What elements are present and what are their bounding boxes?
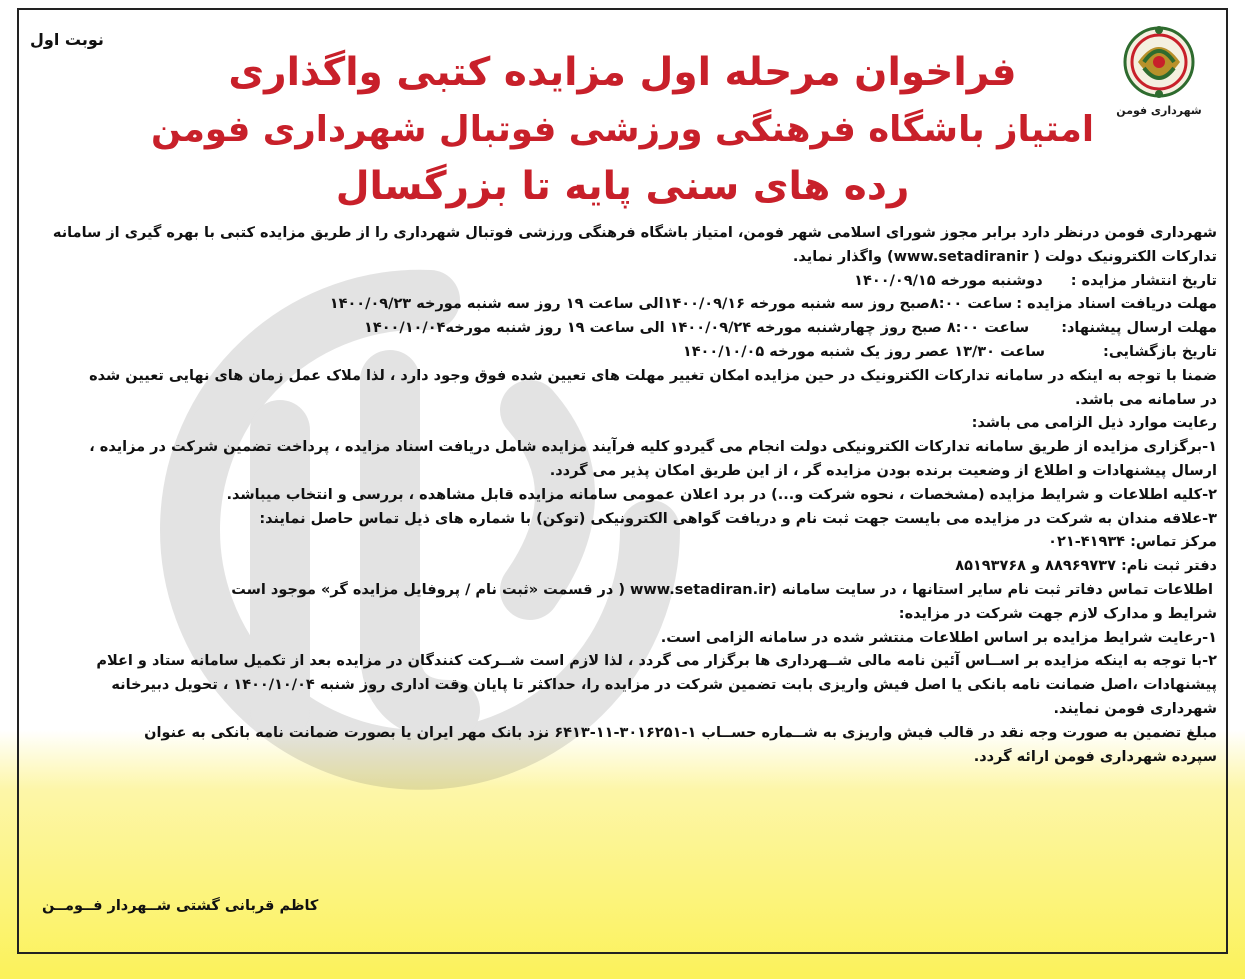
rule-1-line-1: ۱-برگزاری مزایده از طریق سامانه تدارکات الکترونیکی دولت انجام می گیردو کلیه فرآیند مزایده شامل دریافت اسناد مزایده ، پرداخت تضمین شرکت در مزایده ، (89, 439, 1217, 456)
opening-date-label: تاریخ بازگشایی: (1103, 343, 1217, 360)
publish-date-label: تاریخ انتشار مزایده : (1070, 272, 1217, 289)
municipality-emblem-icon (1120, 22, 1198, 104)
rule-3: ۳-علاقه مندان به شرکت در مزایده می بایست جهت ثبت نام و دریافت گواهی الکترونیکی (توکن) با شماره های ذیل تماس حاصل نمایند: (259, 510, 1217, 527)
ad-body (28, 222, 1217, 769)
intro-line-1: شهرداری فومن درنظر دارد برابر مجوز شورای اسلامی شهر فومن، امتیاز باشگاه فرهنگی ورزشی فوتبال شهرداری را از طریق مزایده کتبی با بهره گیری از سامانه (52, 225, 1217, 241)
title-line-1: فراخوان مرحله اول مزایده کتبی واگذاری (228, 50, 1017, 95)
rule-2: ۲-کلیه اطلاعات و شرایط مزایده (مشخصات ، نحوه شرکت و...) در برد اعلان عمومی سامانه مزایده قابل مشاهده ، بررسی و انتخاب میباشد. (226, 486, 1217, 503)
provinces-info: اطلاعات تماس دفاتر ثبت نام سایر استانها ، در سایت سامانه (www.setadiran.ir ( در قسمت «ثبت نام / پروفایل مزایده گر» موجود است (231, 581, 1213, 598)
publish-date-value: دوشنبه مورخه ۱۴۰۰/۰۹/۱۵ (854, 272, 1043, 289)
condition-2-line-2: پیشنهادات ،اصل ضمانت نامه بانکی یا اصل فیش واریزی بابت تضمین شرکت در مزایده را، حداکثر تا پایان وقت اداری روز شنبه ۱۴۰۰/۱۰/۰۴ ، تحویل دبیرخانه (111, 677, 1217, 694)
guarantee-line-1: مبلغ تضمین به صورت وجه نقد در قالب فیش واریزی به شــماره حســاب ۱-۳۰۱۶۲۵۱-۱۱-۶۴۱۳ نزد بانک مهر ایران یا بصورت ضمانت نامه بانکی به عنوان (144, 724, 1217, 741)
round-label: نوبت اول (30, 30, 104, 49)
opening-date-row (28, 341, 1217, 365)
mayor-signature: کاظم قربانی گشتی شــهردار فــومــن (42, 898, 319, 914)
submit-deadline-label: مهلت ارسال پیشنهاد: (1061, 320, 1217, 337)
ad-title (150, 44, 1095, 215)
title-line-3: رده های سنی پایه تا بزرگسال (335, 164, 910, 209)
note-line-1: ضمنا با توجه به اینکه در سامانه تدارکات الکترونیک در حین مزایده امکان تغییر مهلت های تعیین شده فوق وجود دارد ، لذا ملاک عمل زمان های نهایی تعیین شده (89, 367, 1217, 384)
note-line-2: در سامانه می باشد. (1075, 391, 1217, 408)
receive-deadline-value: ساعت ۸:۰۰صبح روز سه شنبه مورخه ۱۴۰۰/۰۹/۱۶الی ساعت ۱۹ روز سه شنبه مورخه ۱۴۰۰/۰۹/۲۳ (329, 296, 1013, 313)
submit-deadline-value: ساعت ۸:۰۰ صبح روز چهارشنبه مورخه ۱۴۰۰/۰۹/۲۴ الی ساعت ۱۹ روز شنبه مورخه۱۴۰۰/۱۰/۰۴ (364, 320, 1030, 337)
opening-date-value: ساعت ۱۳/۳۰ عصر روز یک شنبه مورخه ۱۴۰۰/۱۰/۰۵ (682, 343, 1046, 360)
condition-1: ۱-رعایت شرایط مزایده بر اساس اطلاعات منتشر شده در سامانه الزامی است. (660, 629, 1217, 646)
logo-caption: شهرداری فومن (1116, 104, 1202, 117)
intro-line-2: تدارکات الکترونیک دولت ( www.setadiranir) واگذار نمايد. (792, 248, 1217, 265)
submit-deadline-row (28, 317, 1217, 341)
guarantee-line-2: سپرده شهرداری فومن ارائه گردد. (973, 748, 1217, 765)
receive-deadline-label: مهلت دریافت اسناد مزایده : (1016, 296, 1217, 313)
receive-deadline-row (28, 293, 1217, 317)
rule-1-line-2: ارسال پیشنهادات و اطلاع از وضعیت برنده بودن مزایده گر ، از این طریق امکان پذیر می گردد. (549, 462, 1217, 479)
municipality-logo (1111, 22, 1207, 134)
publish-date-row (28, 270, 1217, 294)
rules-heading: رعایت موارد ذیل الزامی می باشد: (971, 415, 1217, 432)
contact-center: مرکز تماس: ۴۱۹۳۴-۰۲۱ (1048, 534, 1217, 551)
registration-office: دفتر ثبت نام: ۸۸۹۶۹۷۳۷ و ۸۵۱۹۳۷۶۸ (955, 558, 1217, 575)
condition-2-line-1: ۲-با توجه به اینکه مزایده بر اســاس آئین نامه مالی شــهرداری ها برگزار می گردد ، لذا لازم است شــرکت کنندگان در مزایده بعد از تکمیل سامانه ستاد و اعلام (96, 653, 1217, 670)
conditions-heading: شرایط و مدارک لازم جهت شرکت در مزایده: (898, 605, 1217, 622)
title-line-2: امتیاز باشگاه فرهنگی ورزشی فوتبال شهرداری فومن (151, 109, 1094, 150)
condition-2-line-3: شهرداری فومن نمایند. (1053, 700, 1217, 717)
